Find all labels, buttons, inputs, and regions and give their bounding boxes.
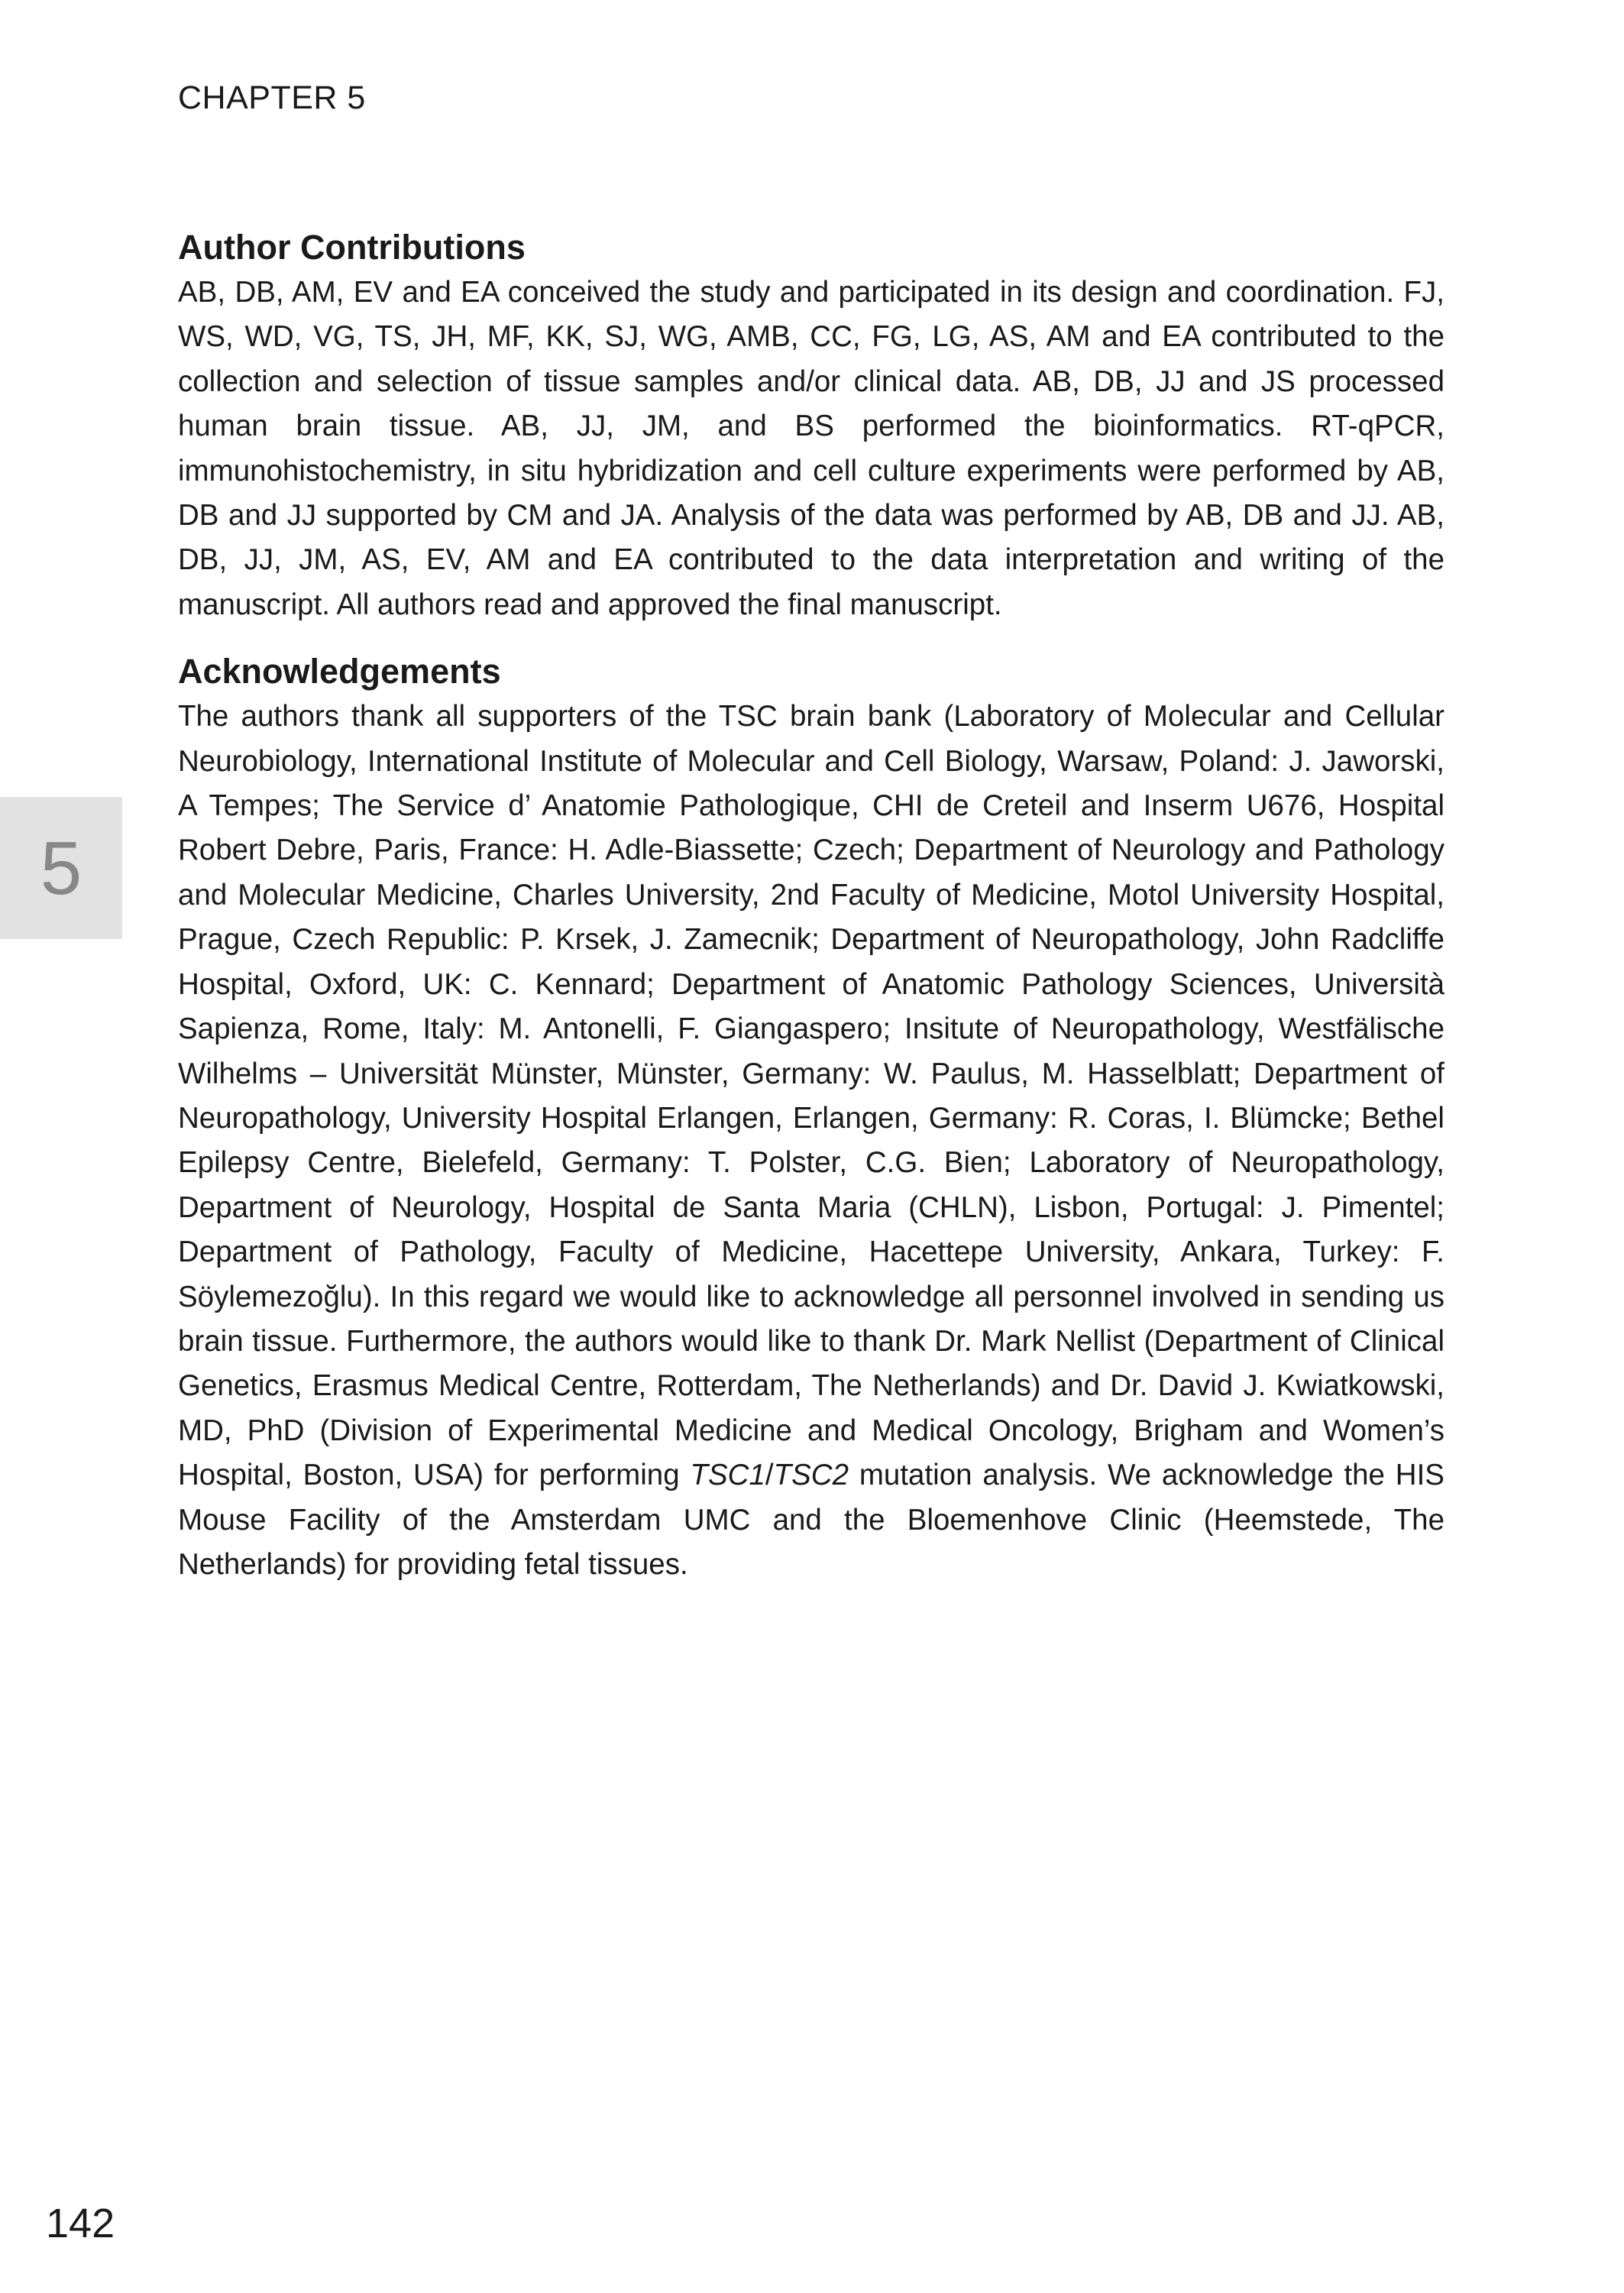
acknowledgements-text [178, 695, 1444, 1587]
section-spacer [178, 627, 1444, 649]
gene-name-tsc2: TSC2 [773, 1459, 849, 1492]
chapter-header: CHAPTER 5 [178, 79, 366, 116]
main-content [178, 225, 1444, 1587]
acknowledgements-section [178, 649, 1444, 1587]
acknowledgements-text-part2: mutation analysis. We acknowledge the HIS Mouse Facility of the Amsterdam UMC and the Bloemenhove Clinic (Heemstede, The Netherlands) for providing fetal tissues. [178, 1459, 1444, 1581]
gene-separator: / [765, 1459, 774, 1492]
acknowledgements-heading: Acknowledgements [178, 652, 501, 691]
author-contributions-heading: Author Contributions [178, 228, 526, 267]
author-contributions-section [178, 225, 1444, 627]
gene-name-tsc1: TSC1 [690, 1459, 765, 1492]
chapter-side-tab: 5 [0, 797, 122, 939]
acknowledgements-text-part1: The authors thank all supporters of the TSC brain bank (Laboratory of Molecular and Cellular Neurobiology, International Institute of Molecular and Cell Biology, Warsaw, Poland: J. Jaworski, A Tempes; The Service d’ Anatomie Pathologique, CHI de Creteil and Inserm U676, Hospital Robert Debre, Paris, France: H. Adle-Biassette; Czech; Department of Neurology and Pathology and Molecular Medicine, Charles University, 2nd Faculty of Medicine, Motol University Hospital, Prague, Czech Republic: P. Krsek, J. Zamecnik; Department of Neuropathology, John Radcliffe Hospital, Oxford, UK: C. Kennard; Department of Anatomic Pathology Sciences, Università Sapienza, Rome, Italy: M. Antonelli, F. Giangaspero; Insitute of Neuropathology, Westfälische Wilhelms – Universität Münster, Münster, Germany: W. Paulus, M. Hasselblatt; Department of Neuropathology, University Hospital Erlangen, Erlangen, Germany: R. Coras, I. Blümcke; Bethel Epilepsy Centre, Bielefeld, Germany: T. Polster, C.G. Bien; Laboratory of Neuropathology, Department of Neurology, Hospital de Santa Maria (CHLN), Lisbon, Portugal: J. Pimentel; Department of Pathology, Faculty of Medicine, Hacettepe University, Ankara, Turkey: F. Söylemezoğlu). In this regard we would like to acknowledge all personnel involved in sending us brain tissue. Furthermore, the authors would like to thank Dr. Mark Nellist (Department of Clinical Genetics, Erasmus Medical Centre, Rotterdam, The Netherlands) and Dr. David J. Kwiatkowski, MD, PhD (Division of Experimental Medicine and Medical Oncology, Brigham and Women’s Hospital, Boston, USA) for performing [178, 700, 1444, 1492]
author-contributions-text: AB, DB, AM, EV and EA conceived the study and participated in its design and coordination. FJ, WS, WD, VG, TS, JH, MF, KK, SJ, WG, AMB, CC, FG, LG, AS, AM and EA contributed to the collection and selection of tissue samples and/or clinical data. AB, DB, JJ and JS processed human brain tissue. AB, JJ, JM, and BS performed the bioinformatics. RT-qPCR, immunohistochemistry, in situ hybridization and cell culture experiments were performed by AB, DB and JJ supported by CM and JA. Analysis of the data was performed by AB, DB and JJ. AB, DB, JJ, JM, AS, EV, AM and EA contributed to the data interpretation and writing of the manuscript. All authors read and approved the final manuscript. [178, 276, 1444, 621]
page-number: 142 [46, 2201, 115, 2246]
